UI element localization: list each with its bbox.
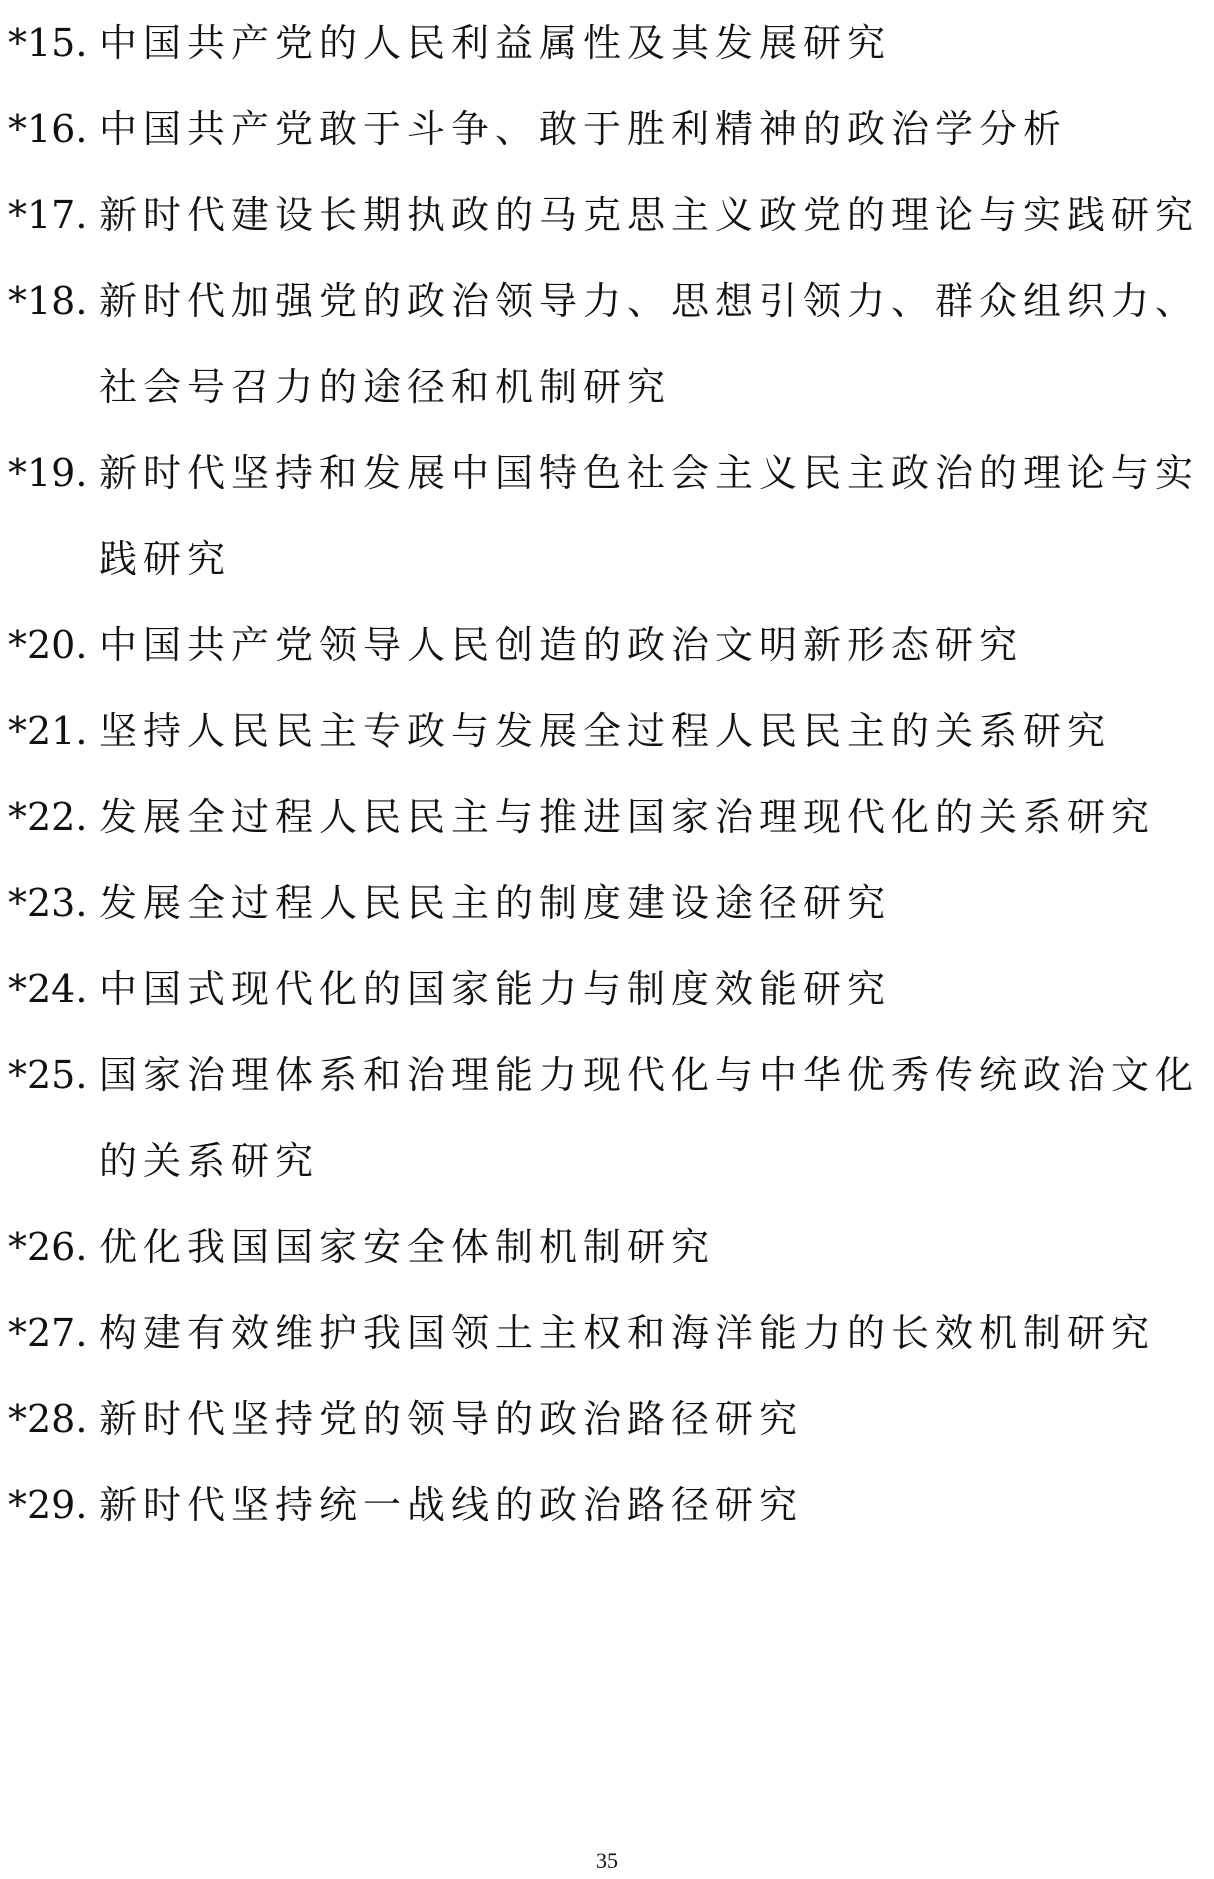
item-number: *19. bbox=[8, 451, 88, 495]
item-number: *23. bbox=[8, 881, 88, 925]
list-item bbox=[8, 430, 1208, 602]
item-number: *27. bbox=[8, 1311, 88, 1355]
list-item bbox=[8, 0, 1208, 86]
list-item bbox=[8, 946, 1208, 1032]
list-item bbox=[8, 688, 1208, 774]
item-number: *15. bbox=[8, 21, 88, 65]
item-text: 新时代坚持统一战线的政治路径研究 bbox=[99, 1483, 804, 1527]
item-number: *16. bbox=[8, 107, 88, 151]
item-number: *20. bbox=[8, 623, 88, 667]
item-text: 优化我国国家安全体制机制研究 bbox=[99, 1225, 716, 1269]
list-item bbox=[8, 1290, 1208, 1376]
topic-list bbox=[8, 0, 1208, 1548]
list-item bbox=[8, 1204, 1208, 1290]
item-text: 发展全过程人民民主的制度建设途径研究 bbox=[99, 881, 892, 925]
item-text: 新时代坚持党的领导的政治路径研究 bbox=[99, 1397, 804, 1441]
list-item bbox=[8, 860, 1208, 946]
list-item bbox=[8, 172, 1208, 258]
item-number: *18. bbox=[8, 279, 88, 323]
item-text: 坚持人民民主专政与发展全过程人民民主的关系研究 bbox=[99, 709, 1112, 753]
list-item bbox=[8, 602, 1208, 688]
list-item bbox=[8, 1376, 1208, 1462]
list-item bbox=[8, 1032, 1208, 1204]
item-number: *29. bbox=[8, 1483, 88, 1527]
item-number: *24. bbox=[8, 967, 88, 1011]
item-number: *21. bbox=[8, 709, 88, 753]
item-text: 新时代建设长期执政的马克思主义政党的理论与实践研究 bbox=[99, 193, 1200, 237]
item-number: *25. bbox=[8, 1053, 88, 1097]
item-text: 中国共产党敢于斗争、敢于胜利精神的政治学分析 bbox=[99, 107, 1068, 151]
list-item bbox=[8, 1462, 1208, 1548]
item-text: 中国共产党的人民利益属性及其发展研究 bbox=[99, 21, 892, 65]
item-text: 中国共产党领导人民创造的政治文明新形态研究 bbox=[99, 623, 1024, 667]
list-item bbox=[8, 258, 1208, 430]
page-number: 35 bbox=[596, 1848, 618, 1873]
list-item bbox=[8, 86, 1208, 172]
item-text: 国家治理体系和治理能力现代化与中华优秀传统政治文化的关系研究 bbox=[99, 1053, 1200, 1183]
item-number: *22. bbox=[8, 795, 88, 839]
item-number: *17. bbox=[8, 193, 88, 237]
item-text: 新时代坚持和发展中国特色社会主义民主政治的理论与实践研究 bbox=[99, 451, 1200, 581]
item-number: *28. bbox=[8, 1397, 88, 1441]
list-item bbox=[8, 774, 1208, 860]
item-text: 发展全过程人民民主与推进国家治理现代化的关系研究 bbox=[99, 795, 1156, 839]
item-text: 新时代加强党的政治领导力、思想引领力、群众组织力、社会号召力的途径和机制研究 bbox=[99, 279, 1200, 409]
item-text: 中国式现代化的国家能力与制度效能研究 bbox=[99, 967, 892, 1011]
item-text: 构建有效维护我国领土主权和海洋能力的长效机制研究 bbox=[99, 1311, 1156, 1355]
item-number: *26. bbox=[8, 1225, 88, 1269]
